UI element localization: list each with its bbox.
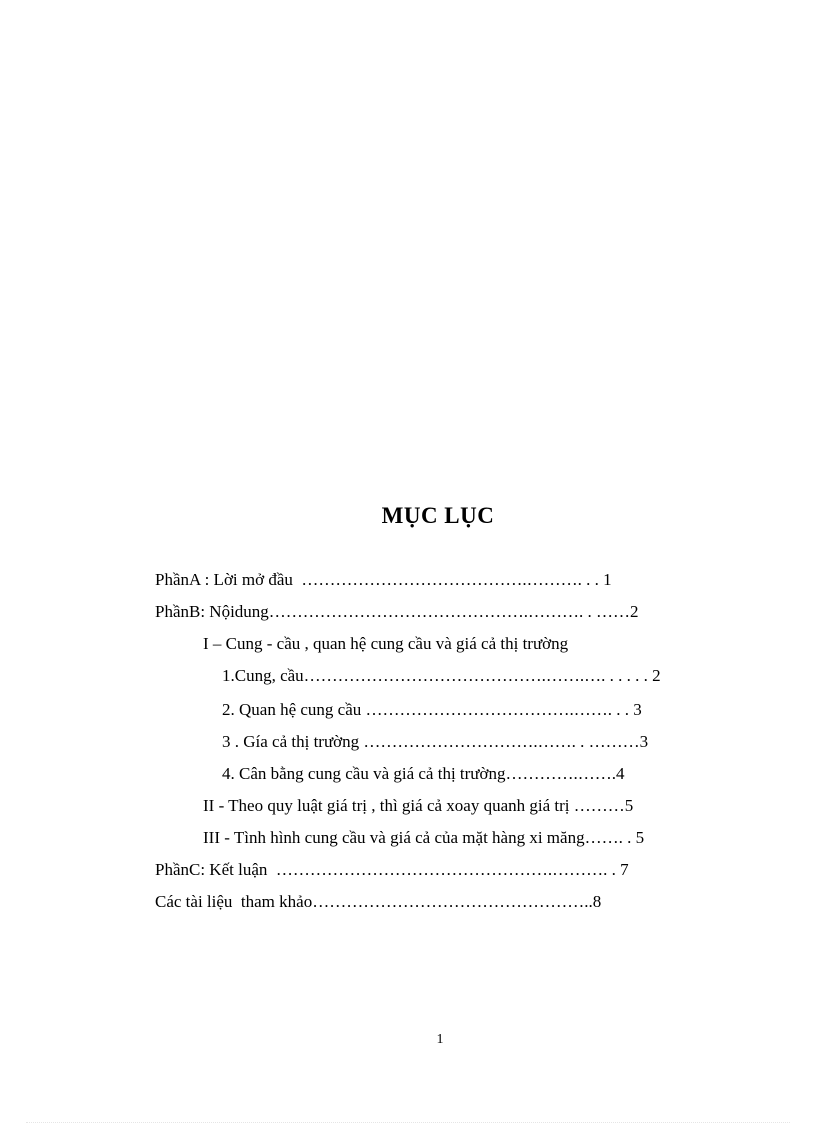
toc-title: MỤC LỤC xyxy=(381,503,495,528)
toc-entry-phan-a: PhầnA : Lời mở đầu ………………………………….………. . . 1 xyxy=(155,570,612,589)
toc-entry-section-2: II - Theo quy luật giá trị , thì giá cả xoay quanh giá trị ………5 xyxy=(203,796,634,815)
toc-entry-section-1-2: 2. Quan hệ cung cầu ……………………………….……. . . 3 xyxy=(222,700,642,719)
toc-entry-phan-c: PhầnC: Kết luận ………………………………………….………. . 7 xyxy=(155,860,629,879)
toc-entry-references: Các tài liệu tham khảo…………………………………………..8 xyxy=(155,892,602,911)
toc-entry-section-1-4: 4. Cân bằng cung cầu và giá cả thị trường………….…….4 xyxy=(222,764,625,783)
toc-entry-section-1-1: 1.Cung, cầu…………………………………….…….…. . . . . . 2 xyxy=(222,666,661,685)
toc-entry-section-1-3: 3 . Gía cả thị trường ………………………….……. . ………3 xyxy=(222,732,649,751)
toc-entry-phan-b: PhầnB: Nộidung……………………………………….………. . ……2 xyxy=(155,602,639,621)
toc-entry-section-1: I – Cung - cầu , quan hệ cung cầu và giá cả thị trường xyxy=(203,634,569,653)
page-number: 1 xyxy=(436,1032,444,1047)
toc-entry-section-3: III - Tình hình cung cầu và giá cả của mặt hàng xi măng……. . 5 xyxy=(203,828,645,847)
